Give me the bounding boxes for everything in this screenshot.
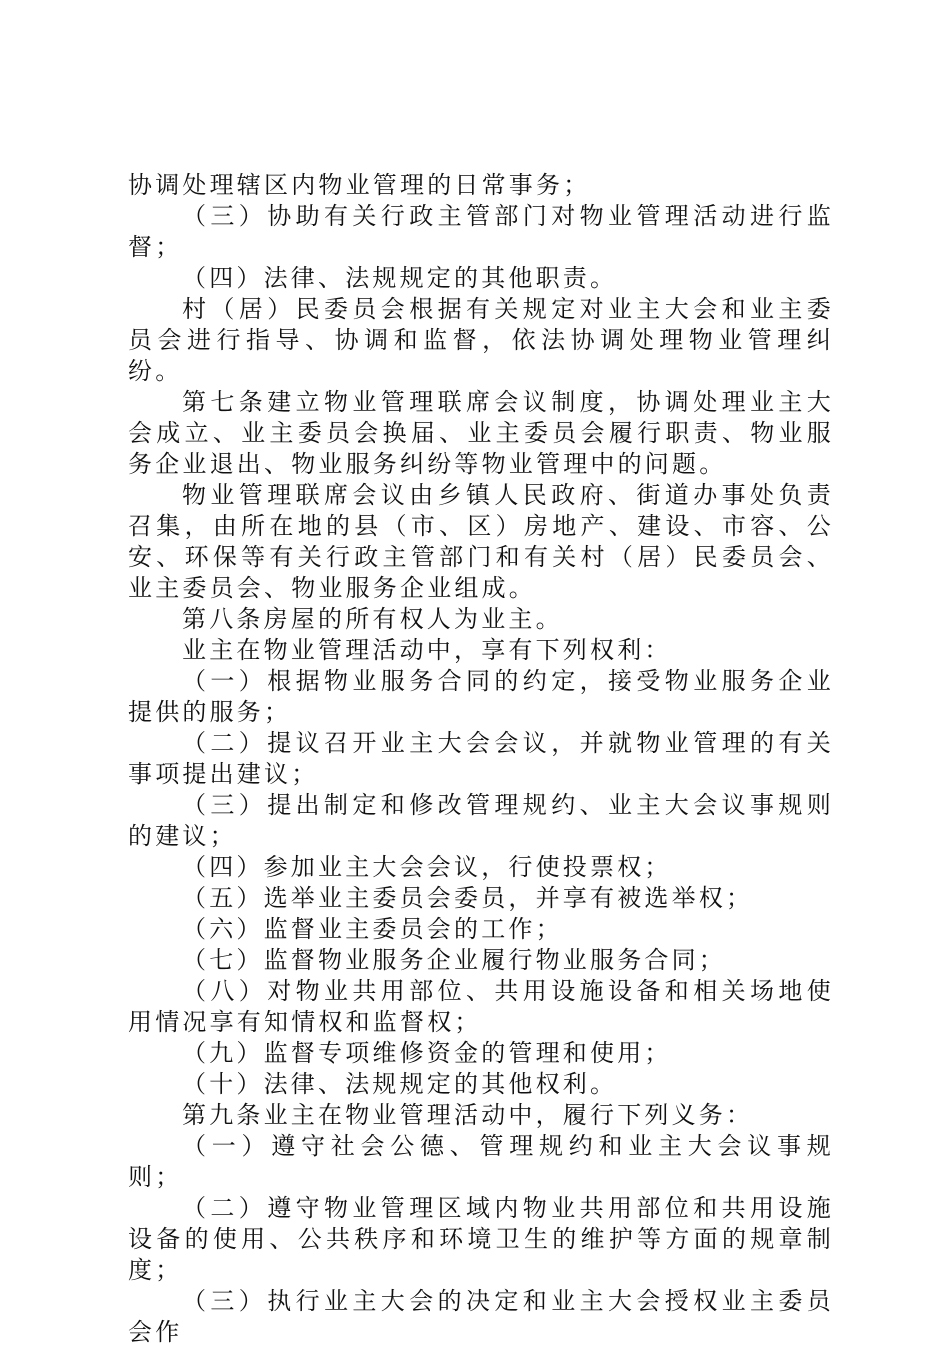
list-item: （四）参加业主大会会议，行使投票权； <box>182 853 672 881</box>
paragraph: 物业管理联席会议由乡镇人民政府、街道办事处负责召集，由所在地的县（市、区）房地产、建设、市容、公安、环保等有关行政主管部门和有关村（居）民委员会、业主委员会、物业服务企业组成。 <box>128 481 834 602</box>
paragraph: （三）协助有关行政主管部门对物业管理活动进行监督； <box>128 202 834 261</box>
document-body <box>128 170 834 1348</box>
list-item: （三）执行业主大会的决定和业主大会授权业主委员会作 <box>128 1287 834 1346</box>
list-item: （五）选举业主委员会委员，并享有被选举权； <box>182 884 754 912</box>
list-item: （十）法律、法规规定的其他权利。 <box>182 1070 618 1098</box>
article-7-paragraph: 第七条建立物业管理联席会议制度，协调处理业主大会成立、业主委员会换届、业主委员会履行职责、物业服务企业退出、物业服务纠纷等物业管理中的问题。 <box>128 388 834 478</box>
paragraph: 村（居）民委员会根据有关规定对业主大会和业主委员会进行指导、协调和监督，依法协调处理物业管理纠纷。 <box>128 295 834 385</box>
list-item: （一）根据物业服务合同的约定，接受物业服务企业提供的服务； <box>128 667 834 726</box>
list-item: （一）遵守社会公德、管理规约和业主大会议事规则； <box>128 1132 834 1191</box>
list-item: （九）监督专项维修资金的管理和使用； <box>182 1039 672 1067</box>
list-item: （七）监督物业服务企业履行物业服务合同； <box>182 946 726 974</box>
list-item: （二）提议召开业主大会会议，并就物业管理的有关事项提出建议； <box>128 729 834 788</box>
list-item: （二）遵守物业管理区域内物业共用部位和共用设施设备的使用、公共秩序和环境卫生的维护等方面的规章制度； <box>128 1194 834 1284</box>
paragraph: 业主在物业管理活动中，享有下列权利： <box>182 636 672 664</box>
paragraph: （四）法律、法规规定的其他职责。 <box>182 264 618 292</box>
list-item: （三）提出制定和修改管理规约、业主大会议事规则的建议； <box>128 791 834 850</box>
paragraph: 协调处理辖区内物业管理的日常事务； <box>128 171 591 199</box>
list-item: （六）监督业主委员会的工作； <box>182 915 563 943</box>
article-9-paragraph: 第九条业主在物业管理活动中，履行下列义务： <box>182 1101 754 1129</box>
list-item: （八）对物业共用部位、共用设施设备和相关场地使用情况享有知情权和监督权； <box>128 977 834 1036</box>
article-8-paragraph: 第八条房屋的所有权人为业主。 <box>182 605 563 633</box>
